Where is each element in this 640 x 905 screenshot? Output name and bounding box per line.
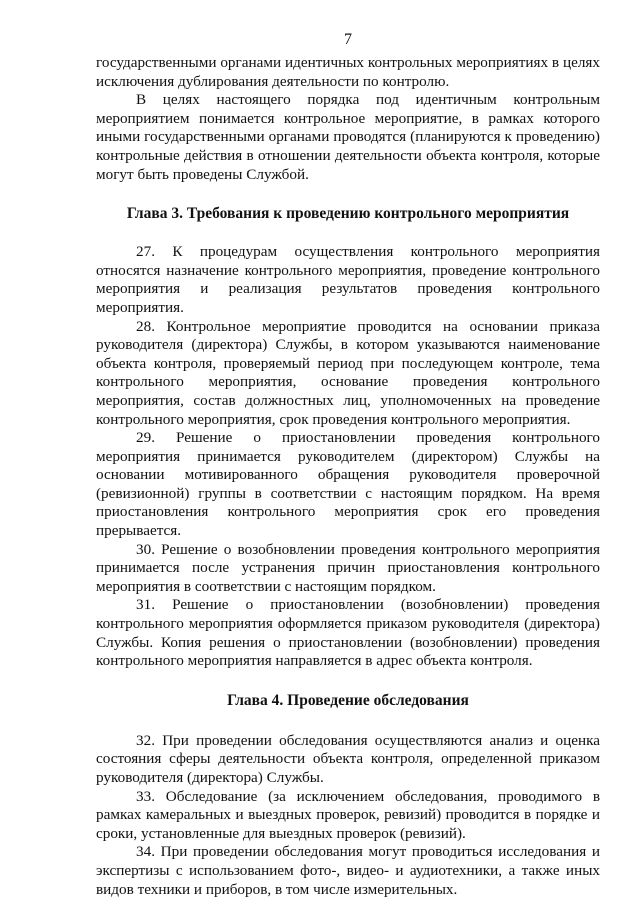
paragraph-identical-measure-definition: В целях настоящего порядка под идентичным контрольным мероприятием понимается контрольное мероприятие, в рамках которого иными государственными органами проводятся (планируются к проведению) контрольные действия в отношении деятельности объекта контроля, которые могут быть проведены Службой. [96,91,600,183]
paragraph-27: 27. К процедурам осуществления контрольного мероприятия относятся назначение контрольного мероприятия, проведение контрольного мероприятия и реализация результатов проведения контрольного мероприятия. [96,243,600,316]
paragraph-29: 29. Решение о приостановлении проведения контрольного мероприятия принимается руководителем (директором) Службы на основании мотивированного обращения руководителя проверочной (ревизионной) группы в соответствии с настоящим порядком. На время приостановления контрольного мероприятия срок его проведения прерывается. [96,429,600,540]
document-page [96,30,600,899]
paragraph-intro-continuation: государственными органами идентичных контрольных мероприятиях в целях исключения дублирования деятельности по контролю. [96,54,600,90]
paragraph-33: 33. Обследование (за исключением обследования, проводимого в рамках камеральных и выездных проверок, ревизий) проводится в порядке и сроки, установленные для выездных проверок (ревизий). [96,787,600,842]
paragraph-31: 31. Решение о приостановлении (возобновлении) проведения контрольного мероприятия оформляется приказом руководителя (директора) Службы. Копия решения о приостановлении (возобновлении) проведения контрольного мероприятия направляется в адрес объекта контроля. [96,596,600,670]
paragraph-34: 34. При проведении обследования могут проводиться исследования и экспертизы с использованием фото-, видео- и аудиотехники, а также иных видов техники и приборов, в том числе измерительных. [96,843,600,898]
paragraph-32: 32. При проведении обследования осуществляются анализ и оценка состояния сферы деятельности объекта контроля, определенной приказом руководителя (директора) Службы. [96,731,600,786]
paragraph-30: 30. Решение о возобновлении проведения контрольного мероприятия принимается после устранения причин приостановления контрольного мероприятия в соответствии с настоящим порядком. [96,540,600,595]
page-number: 7 [344,31,352,48]
paragraph-28: 28. Контрольное мероприятие проводится на основании приказа руководителя (директора) Службы, в котором указываются наименование объекта контроля, проверяемый период при последующем контроле, тема контрольного мероприятия, основание проведения контрольного мероприятия, состав должностных лиц, уполномоченных на проведение контрольного мероприятия, срок проведения контрольного мероприятия. [96,317,600,428]
chapter-4-title: Глава 4. Проведение обследования [227,691,469,709]
chapter-3-title: Глава 3. Требования к проведению контрольного мероприятия [126,205,570,223]
